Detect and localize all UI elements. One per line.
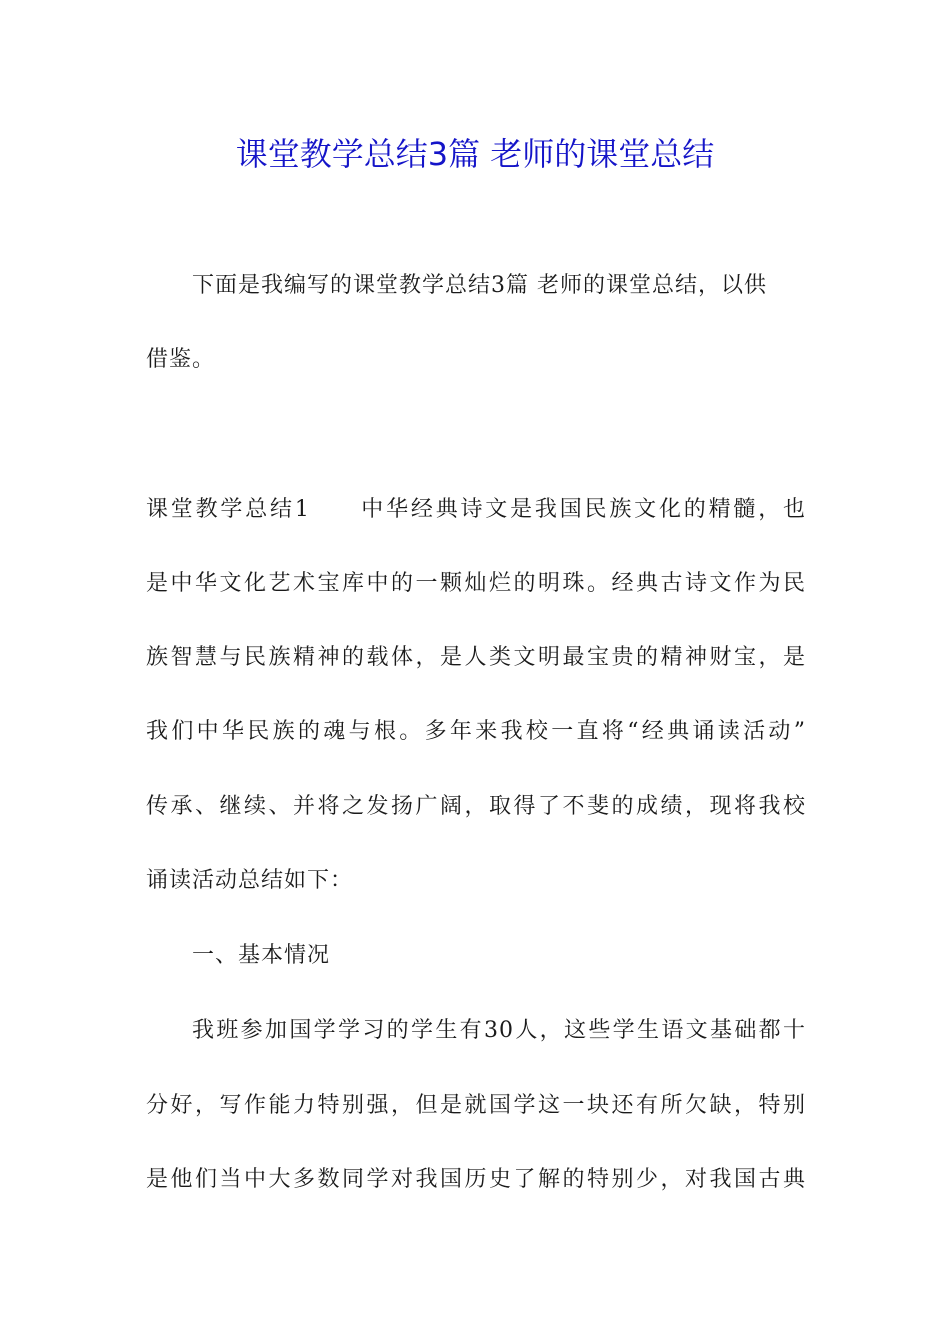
paragraph-basic-line-2: 分好，写作能力特别强，但是就国学这一块还有所欠缺，特别 (146, 1093, 806, 1118)
paragraph-intro-line-2: 借鉴。 (146, 347, 216, 372)
paragraph-summary1-line-4: 我们中华民族的魂与根。多年来我校一直将“经典诵读活动” (146, 719, 806, 744)
paragraph-summary1-line-6: 诵读活动总结如下： (146, 868, 354, 893)
paragraph-summary1-line-3: 族智慧与民族精神的载体，是人类文明最宝贵的精神财宝，是 (146, 645, 806, 670)
paragraph-summary1-line-1: 课堂教学总结1 中华经典诗文是我国民族文化的精髓，也 (146, 497, 806, 522)
paragraph-basic-line-1: 我班参加国学学习的学生有30人，这些学生语文基础都十 (192, 1018, 806, 1043)
section-heading-basic-situation: 一、基本情况 (192, 943, 331, 968)
paragraph-summary1-line-2: 是中华文化艺术宝库中的一颗灿烂的明珠。经典古诗文作为民 (146, 571, 806, 596)
paragraph-summary1-line-5: 传承、继续、并将之发扬广阔，取得了不斐的成绩，现将我校 (146, 794, 806, 819)
paragraph-intro-line-1: 下面是我编写的课堂教学总结3篇 老师的课堂总结，以供 (192, 273, 767, 298)
document-title: 课堂教学总结3篇 老师的课堂总结 (235, 135, 715, 173)
paragraph-basic-line-3: 是他们当中大多数同学对我国历史了解的特别少，对我国古典 (146, 1167, 806, 1192)
